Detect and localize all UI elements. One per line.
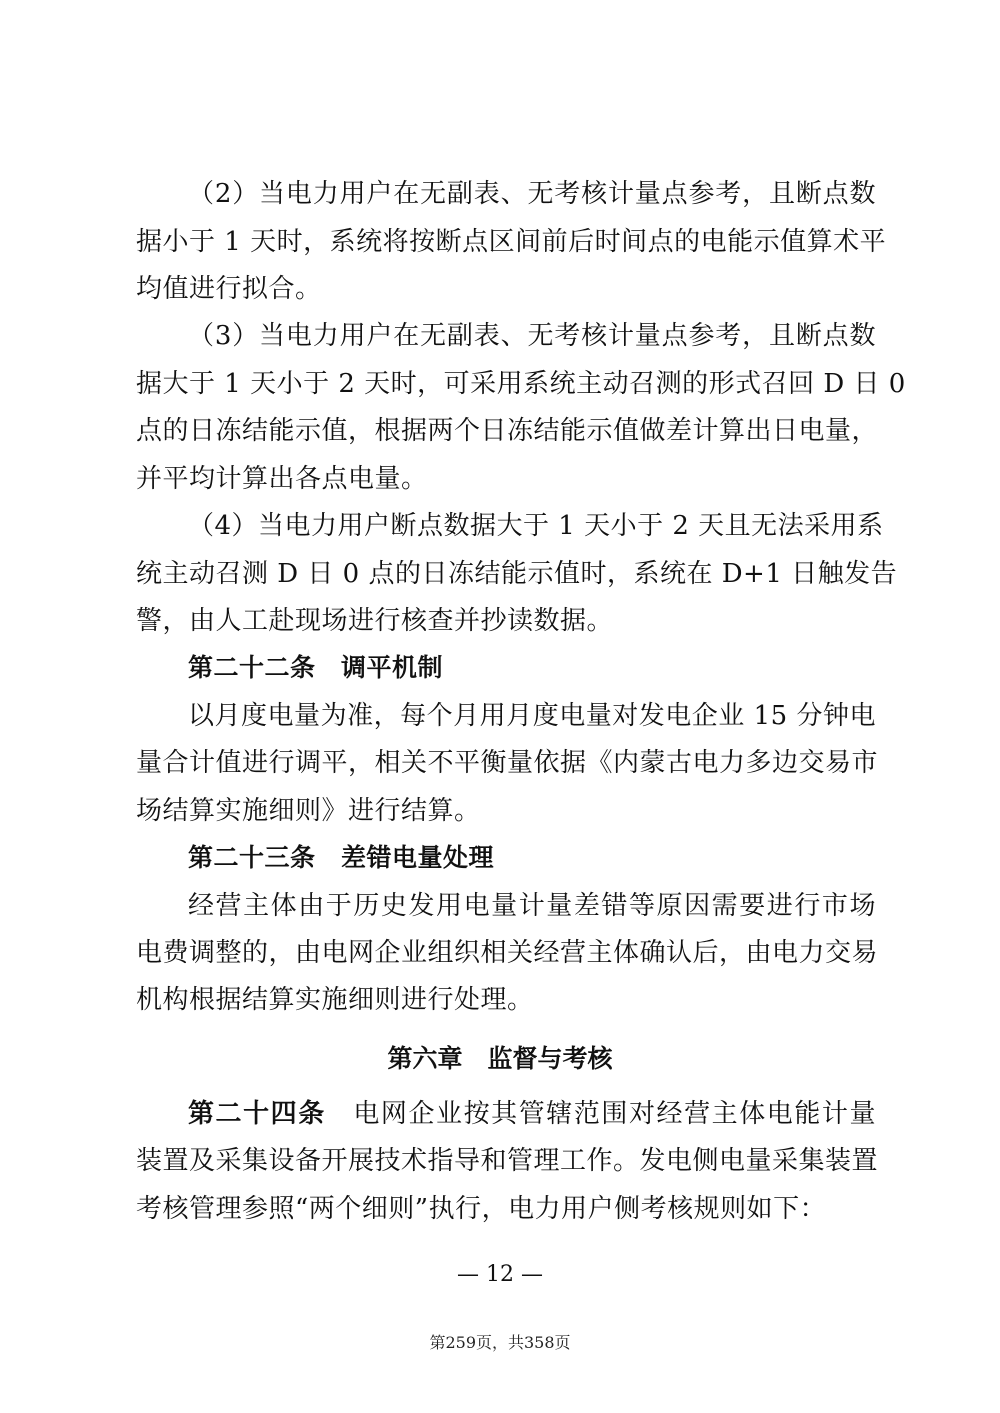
article-24-line-1 (188, 1092, 876, 1136)
paragraph-2-line-3: 均值进行拟合。 (136, 274, 322, 304)
paragraph-2-line-1: （2）当电力用户在无副表、无考核计量点参考，且断点数 (188, 179, 876, 209)
chapter-6-title: 第六章 监督与考核 (387, 1044, 613, 1073)
article-23-line-2: 电费调整的，由电网企业组织相关经营主体确认后，由电力交易 (136, 938, 879, 968)
article-24-line-3: 考核管理参照“两个细则”执行，电力用户侧考核规则如下： (136, 1194, 827, 1224)
article-24-line-1-text: 电网企业按其管辖范围对经营主体电能计量 (325, 1099, 876, 1129)
article-23-line-1: 经营主体由于历史发用电量计量差错等原因需要进行市场 (188, 891, 876, 921)
article-24-line-2: 装置及采集设备开展技术指导和管理工作。发电侧电量采集装置 (136, 1146, 879, 1176)
article-22-line-2: 量合计值进行调平，相关不平衡量依据《内蒙古电力多边交易市 (136, 748, 879, 778)
article-22-line-1: 以月度电量为准，每个月用月度电量对发电企业 15 分钟电 (188, 701, 876, 731)
paragraph-3-line-3: 点的日冻结能示值，根据两个日冻结能示值做差计算出日电量， (136, 416, 879, 446)
paragraph-4-line-1: （4）当电力用户断点数据大于 1 天小于 2 天且无法采用系 (188, 511, 884, 541)
paragraph-2-line-2: 据小于 1 天时，系统将按断点区间前后时间点的电能示值算术平 (136, 227, 887, 257)
article-23-heading: 第二十三条 差错电量处理 (188, 843, 495, 872)
paragraph-4-line-3: 警，由人工赴现场进行核查并抄读数据。 (136, 606, 614, 636)
paragraph-3-line-1: （3）当电力用户在无副表、无考核计量点参考，且断点数 (188, 321, 876, 351)
paragraph-4-line-2: 统主动召测 D 日 0 点的日冻结能示值时，系统在 D+1 日触发告 (136, 559, 898, 589)
article-22-heading: 第二十二条 调平机制 (188, 653, 444, 682)
page-footer: 第259页，共358页 (429, 1333, 571, 1352)
article-23-line-3: 机构根据结算实施细则进行处理。 (136, 985, 534, 1015)
article-22-line-3: 场结算实施细则》进行结算。 (136, 796, 481, 826)
paragraph-3-line-2: 据大于 1 天小于 2 天时，可采用系统主动召测的形式召回 D 日 0 (136, 369, 906, 399)
article-24-label: 第二十四条 (188, 1099, 326, 1129)
page-number: — 12 — (457, 1262, 543, 1287)
paragraph-3-line-4: 并平均计算出各点电量。 (136, 464, 428, 494)
